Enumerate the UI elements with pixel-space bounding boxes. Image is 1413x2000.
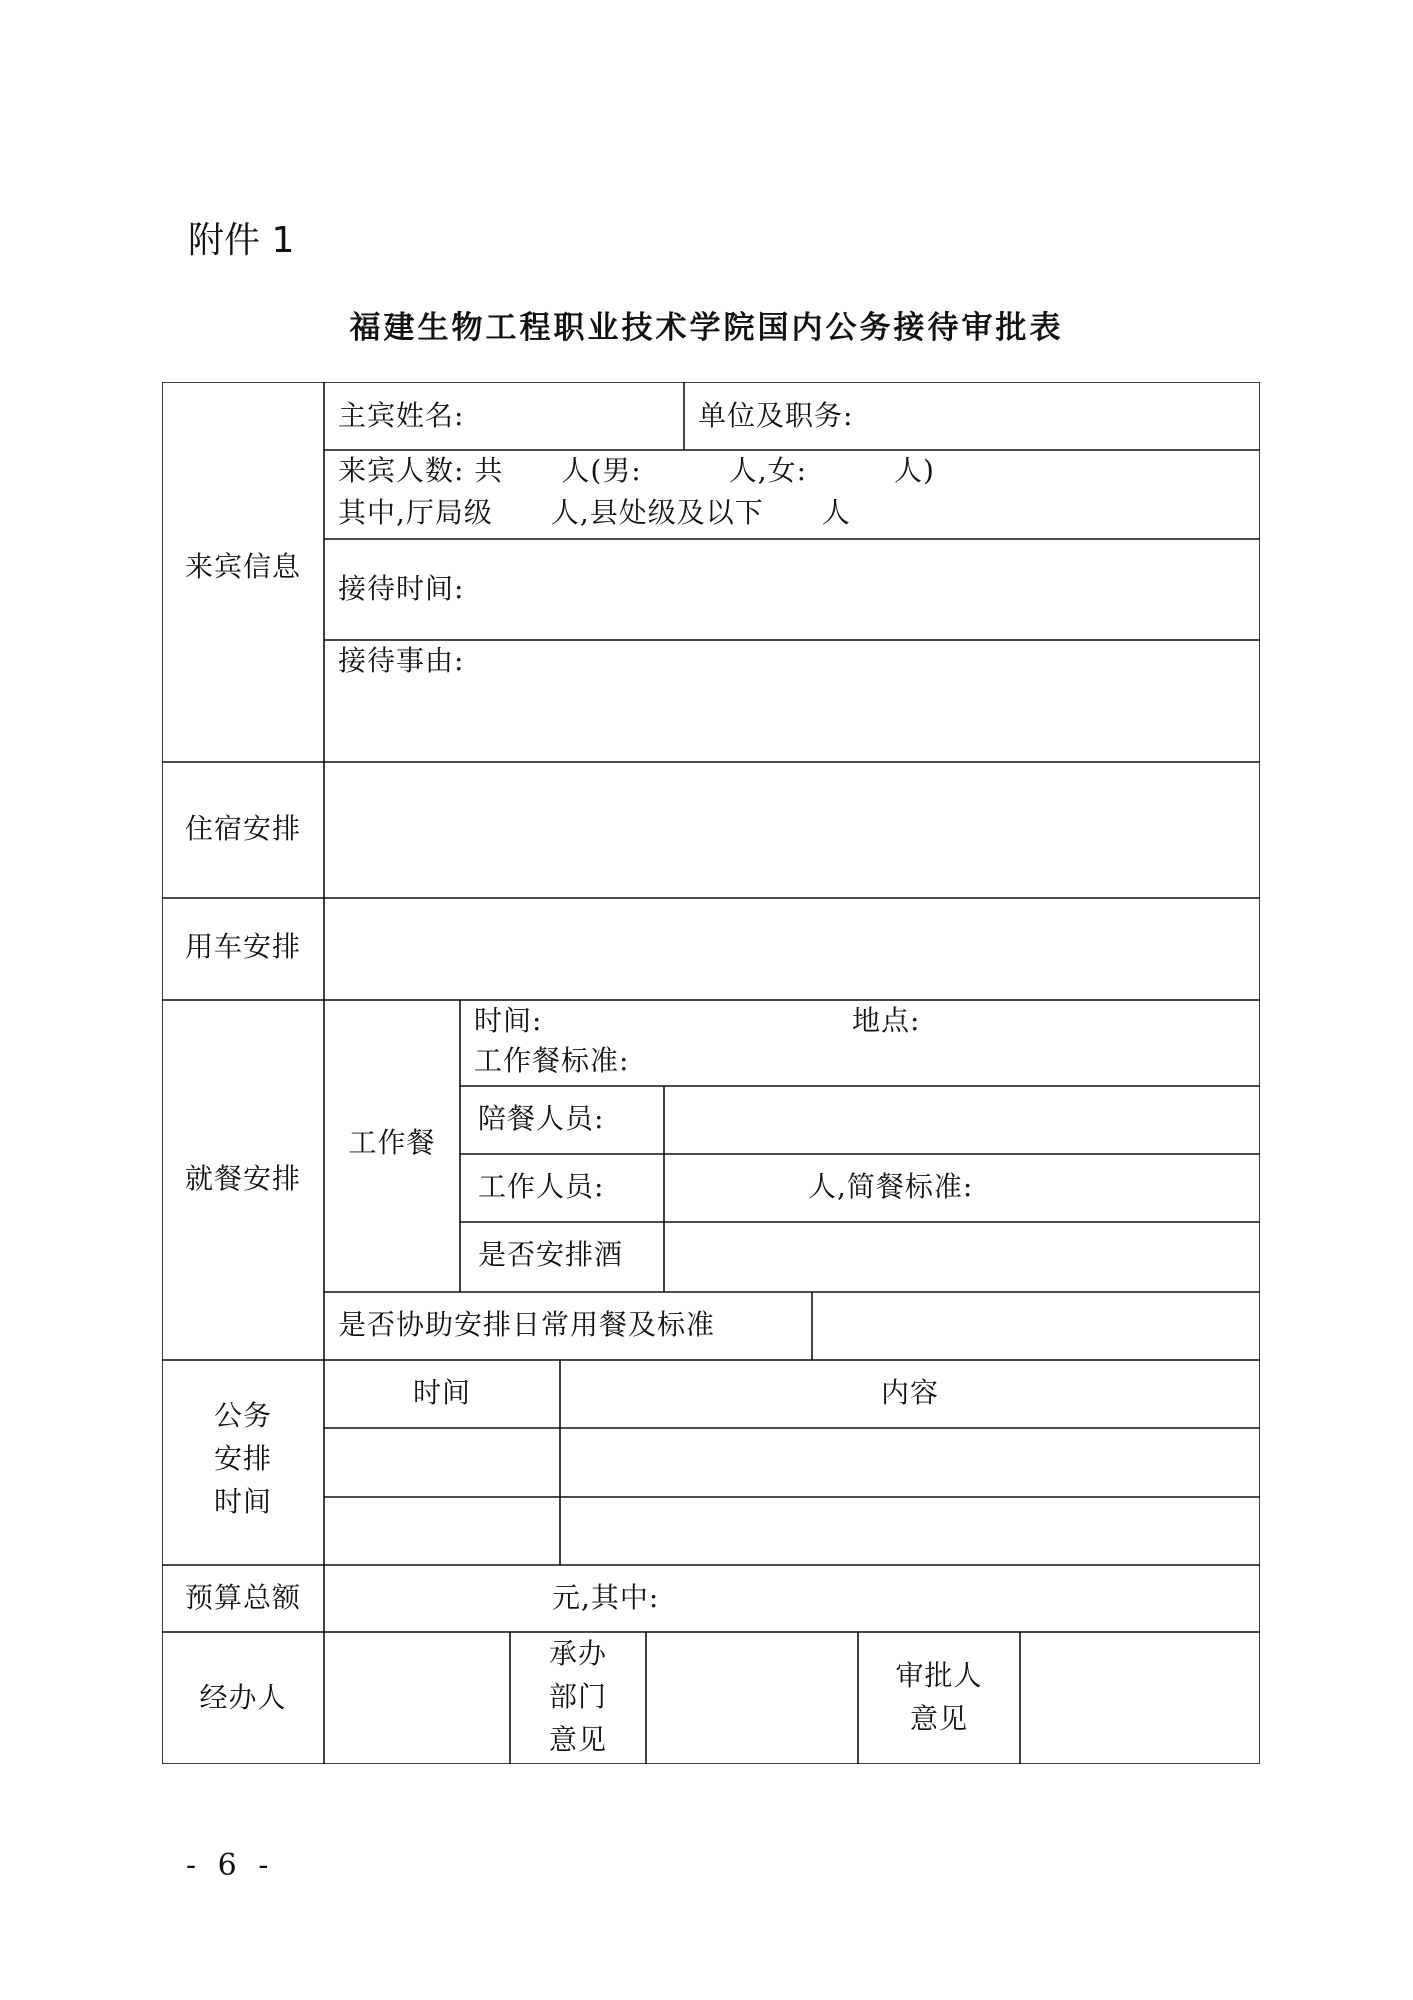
budget-amount-text: 元,其中: [552, 1581, 660, 1614]
schedule-section-line: 安排 [213, 1442, 272, 1475]
guest-info-section-label: 来宾信息 [184, 550, 301, 583]
staff-label: 工作人员: [478, 1170, 605, 1203]
schedule-section-line: 公务 [213, 1399, 272, 1432]
alcohol-label: 是否安排酒 [478, 1238, 624, 1271]
guest-count-line-2: 其中,厅局级 人,县处级及以下 人 [338, 496, 851, 529]
approver-opinion-line: 审批人 [895, 1659, 983, 1692]
form-title: 福建生物工程职业技术学院国内公务接待审批表 [349, 310, 1064, 346]
guest-count-line-1: 来宾人数: 共 人(男: 人,女: 人) [338, 454, 935, 487]
daily-meals-label: 是否协助安排日常用餐及标准 [338, 1308, 716, 1341]
schedule-section-label [162, 1394, 324, 1523]
vehicle-section-label: 用车安排 [184, 930, 301, 963]
dept-opinion-line: 承办 [548, 1637, 607, 1670]
host-name-label: 主宾姓名: [338, 399, 465, 432]
work-meal-standard-label: 工作餐标准: [474, 1044, 630, 1077]
budget-section-label: 预算总额 [184, 1581, 301, 1614]
meal-location-label: 地点: [852, 1004, 921, 1037]
attachment-label: 附件 1 [188, 220, 295, 261]
schedule-time-header: 时间 [412, 1376, 471, 1409]
lodging-section-label: 住宿安排 [184, 812, 301, 845]
dining-section-label: 就餐安排 [184, 1162, 301, 1195]
dept-opinion-line: 部门 [548, 1680, 607, 1713]
reception-reason-label: 接待事由: [338, 644, 465, 677]
handler-label: 经办人 [199, 1681, 287, 1714]
table-grid-lines [162, 382, 1260, 1764]
reception-time-label: 接待时间: [338, 572, 465, 605]
dept-opinion-label [510, 1632, 646, 1761]
work-meal-label: 工作餐 [348, 1126, 436, 1159]
approval-form-table [162, 382, 1260, 1764]
simple-meal-standard-label: 人,简餐标准: [808, 1170, 974, 1203]
meal-time-label: 时间: [474, 1004, 543, 1037]
dept-opinion-line: 意见 [548, 1723, 607, 1756]
approver-opinion-line: 意见 [909, 1702, 968, 1735]
approver-opinion-label [858, 1654, 1020, 1740]
schedule-section-line: 时间 [213, 1485, 272, 1518]
page-number: - 6 - [186, 1848, 275, 1883]
schedule-content-header: 内容 [880, 1376, 939, 1409]
unit-title-label: 单位及职务: [698, 399, 854, 432]
companions-label: 陪餐人员: [478, 1102, 605, 1135]
